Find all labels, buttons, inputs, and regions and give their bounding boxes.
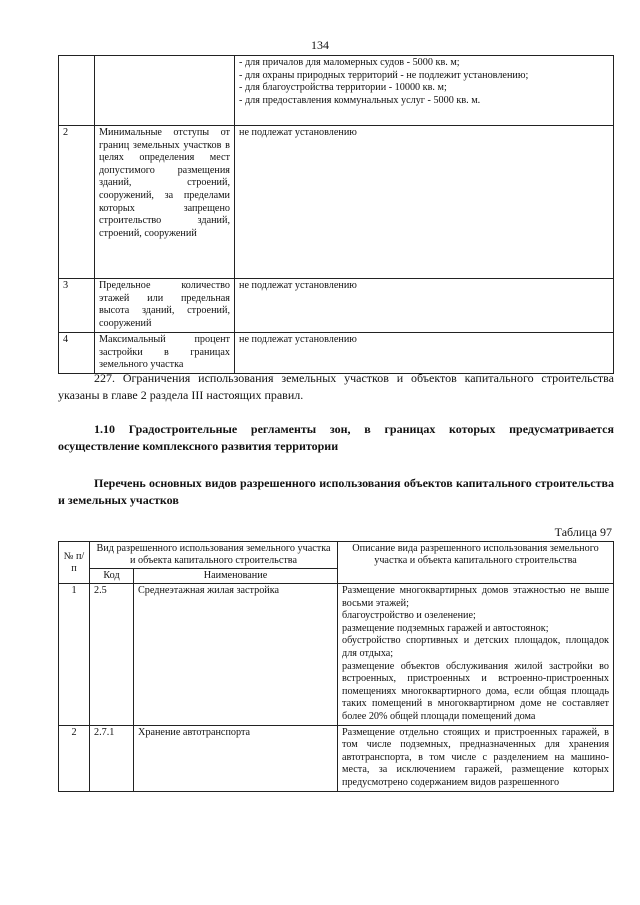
description-cell [338,725,614,791]
paragraph-227: 227. Ограничения использования земельных участков и объектов капитального строительства указаны в главе 2 раздела III настоящих правил. [58,371,614,402]
parameter-name-cell: Максимальный процент застройки в границах земельного участка [95,333,235,374]
page-number: 134 [311,38,329,52]
code-cell: 2.7.1 [90,725,134,791]
parameter-name-cell: Минимальные отступы от границ земельных участков в целях определения мест допустимого размещения зданий, строений, сооружений, за пределами которых запрещено строительство зданий, строений, сооружений [95,126,235,279]
description-line: размещение объектов обслуживания жилой застройки во встроенных, пристроенных и встроенно-пристроенных помещениях многоквартирного дома, если общая площадь таких помещений в многоквартирном доме не составляет более 20% общей площади помещений дома [342,660,609,722]
row-number-cell [59,56,95,126]
table-row [59,126,614,279]
table-header-row [59,542,614,569]
parameter-value-cell [235,56,614,126]
parameter-name-cell: Предельное количество этажей или предельная высота зданий, строений, сооружений [95,279,235,333]
description-line: Размещение отдельно стоящих и пристроенных гаражей, в том числе подземных, предназначенных для хранения автотранспорта, в том числе с разделением на машино-места, за исключением гаражей, размещение которых предусмотрено содержанием видов разрешенного [342,726,609,788]
list-heading: Перечень основных видов разрешенного использования объектов капитального строительства и земельных участков [58,476,614,507]
row-number-cell: 1 [59,584,90,726]
description-cell [338,584,614,726]
list-item: - для охраны природных территорий - не подлежит установлению; [239,69,529,81]
parameter-name-cell [95,56,235,126]
column-header-code: Код [90,569,134,584]
parameter-value-cell: не подлежат установлению [235,126,614,279]
description-line: обустройство спортивных и детских площадок, площадок для отдыха; [342,635,609,659]
row-number-cell: 3 [59,279,95,333]
row-number-cell: 2 [59,725,90,791]
parameters-table [58,55,614,374]
table-caption: Таблица 97 [554,525,612,539]
column-header-description: Описание вида разрешенного использования земельного участка и объекта капитального строительства [338,542,614,584]
table-row [59,279,614,333]
permitted-uses-table [58,541,614,792]
table-row [59,584,614,726]
parameter-value-cell: не подлежат установлению [235,333,614,374]
parameter-value-cell: не подлежат установлению [235,279,614,333]
description-line: Размещение многоквартирных домов этажностью не выше восьми этажей; [342,585,609,609]
table-row [59,725,614,791]
row-number-cell: 4 [59,333,95,374]
description-line: благоустройство и озеленение; [342,610,476,622]
column-header-group: Вид разрешенного использования земельного участка и объекта капитального строительства [90,542,338,569]
column-header-number: № п/п [59,542,90,584]
code-cell: 2.5 [90,584,134,726]
section-heading: 1.10 Градостроительные регламенты зон, в границах которых предусматривается осуществление комплексного развития территории [58,422,614,453]
list-item: - для благоустройства территории - 10000 кв. м; [239,82,447,94]
table-row [59,56,614,126]
use-name-cell: Среднеэтажная жилая застройка [134,584,338,726]
list-item: - для причалов для маломерных судов - 5000 кв. м; [239,57,460,68]
row-number-cell: 2 [59,126,95,279]
use-name-cell: Хранение автотранспорта [134,725,338,791]
description-line: размещение подземных гаражей и автостоянок; [342,622,549,634]
table-row [59,333,614,374]
list-item: - для предоставления коммунальных услуг - 5000 кв. м. [239,94,481,106]
column-header-name: Наименование [134,569,338,584]
